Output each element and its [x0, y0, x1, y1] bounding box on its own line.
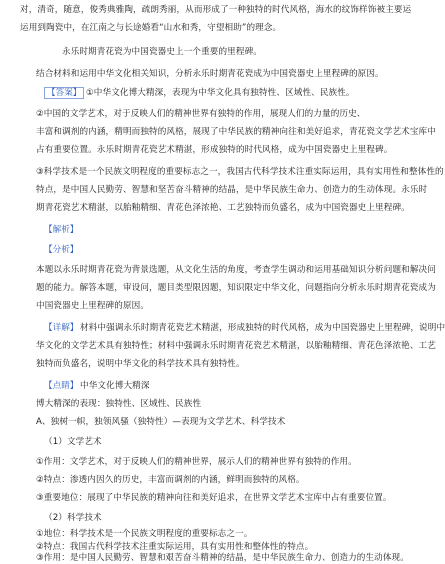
detail-line-3: 独特而负盛名，说明中华文化的科学技术具有独特性。 [36, 359, 245, 369]
points-line-2: A、独树一帜，独领风骚（独特性）—表现为文学艺术、科学技术 [36, 417, 286, 427]
analysis-line-1: 本题以永乐时期青花瓷为背景选题，从文化生活的角度，考查学生调动和运用基础知识分析问题和解决问 [36, 265, 436, 275]
answer-p2-line-3: 占有重要位置。永乐时期青花瓷艺术精湛，形成独特的时代风格，成为中国瓷器史上里程碑。 [36, 145, 393, 155]
detail-line-2: 华文化的文学艺术具有独特性；材料中强调永乐时期青花瓷艺术精湛，以胎釉精细、青花色泽浓艳、工艺 [36, 341, 436, 351]
answer-p2-line-1: ②中国的文学艺术，对于反映人们的精神世界有独特的作用，展现人们的力量的历史、 [36, 109, 366, 119]
answer-p3-line-2: 特点，是中国人民勤劳、智慧和坚苦奋斗精神的结晶，是中华民族生命力、创造力的生动体现。永乐时 [36, 185, 428, 195]
question-text: 结合材料和运用中华文化相关知识，分析永乐时期青花瓷成为中国瓷器史上里程碑的原因。 [36, 69, 384, 79]
answer-p3-line-1: ③科学技术是一个民族文明程度的重要标志之一，我国古代科学技术注重实际运用，具有实用性和整体性的 [36, 167, 444, 177]
points-sci-2: ②特点：我国古代科学技术注重实际运用，具有实用性和整体性的特点。 [36, 542, 314, 552]
points-lit-2: ②特点：渗透内因久的历史，丰富而调剂的内涵，鲜明而独特的风格。 [36, 475, 305, 485]
answer-tag [44, 87, 84, 99]
detail-line-1: 材料中强调永乐时期青花瓷艺术精湛，形成独特的时代风格，成为中国瓷器史上里程碑，说明中 [80, 323, 445, 333]
intro-line-3: 永乐时期青花瓷为中国瓷器史上一个重要的里程碑。 [62, 47, 262, 57]
analysis-tag: 【解析】 [44, 225, 79, 235]
analysis-sub-tag: 【分析】 [44, 245, 79, 255]
detail-tag: 【详解】 [44, 323, 79, 333]
points-line-1: 博大精深的表现：独特性、区域性、民族性 [36, 399, 202, 409]
analysis-line-3: 中国瓷器史上里程碑的原因。 [36, 301, 150, 311]
answer-line-1: ①中华文化博大精深，表现为中华文化具有独特性、区域性、民族性。 [86, 88, 355, 98]
points-title: 中华文化博大精深 [80, 381, 150, 391]
intro-line-1: 对，清奇，随意，俊秀典雅陶，疏朗秀丽，从而形成了一种独特的时代风格，海水的纹饰样饰被主要运 [20, 5, 412, 15]
points-heading-literature: （1）文学艺术 [44, 437, 102, 447]
points-lit-3: ③重要地位：展现了中华民族的精神向往和美好追求，在世界文学艺术宝库中占有重要位置。 [36, 493, 392, 503]
points-tag: 【点睛】 [44, 381, 79, 391]
points-sci-1: ①地位：科学技术是一个民族文明程度的重要标志之一。 [36, 529, 253, 539]
intro-line-2: 运用到陶瓷中，在江南之与长途婚看“山水和秀，守望相助”的理念。 [20, 23, 282, 33]
answer-tag-label: 【答案】 [44, 87, 84, 99]
answer-p3-line-3: 期青花瓷艺术精湛，以胎釉精细、青花色泽浓艳、工艺独特而负盛名，成为中国瓷器史上里程碑。 [36, 203, 410, 213]
answer-p2-line-2: 丰富和调剂的内涵，精明而独特的风格，展现了中华民族的精神向往和美好追求，青花瓷文学艺术宝库中 [36, 127, 436, 137]
points-lit-1: ①作用：文学艺术，对于反映人们的精神世界，展示人们的精神世界有独特的作用。 [36, 457, 357, 467]
points-heading-science: （2）科学技术 [44, 513, 102, 523]
points-sci-3: ③作用：是中国人民勤劳、智慧和艰苦奋斗精神的结晶，是中华民族生命力、创造力的生动体现。 [36, 553, 409, 563]
analysis-line-2: 题的能力。解答本题，审设问，题目类型限因题，知识限定中华文化，问题指向分析永乐时期青花瓷成为 [36, 283, 436, 293]
